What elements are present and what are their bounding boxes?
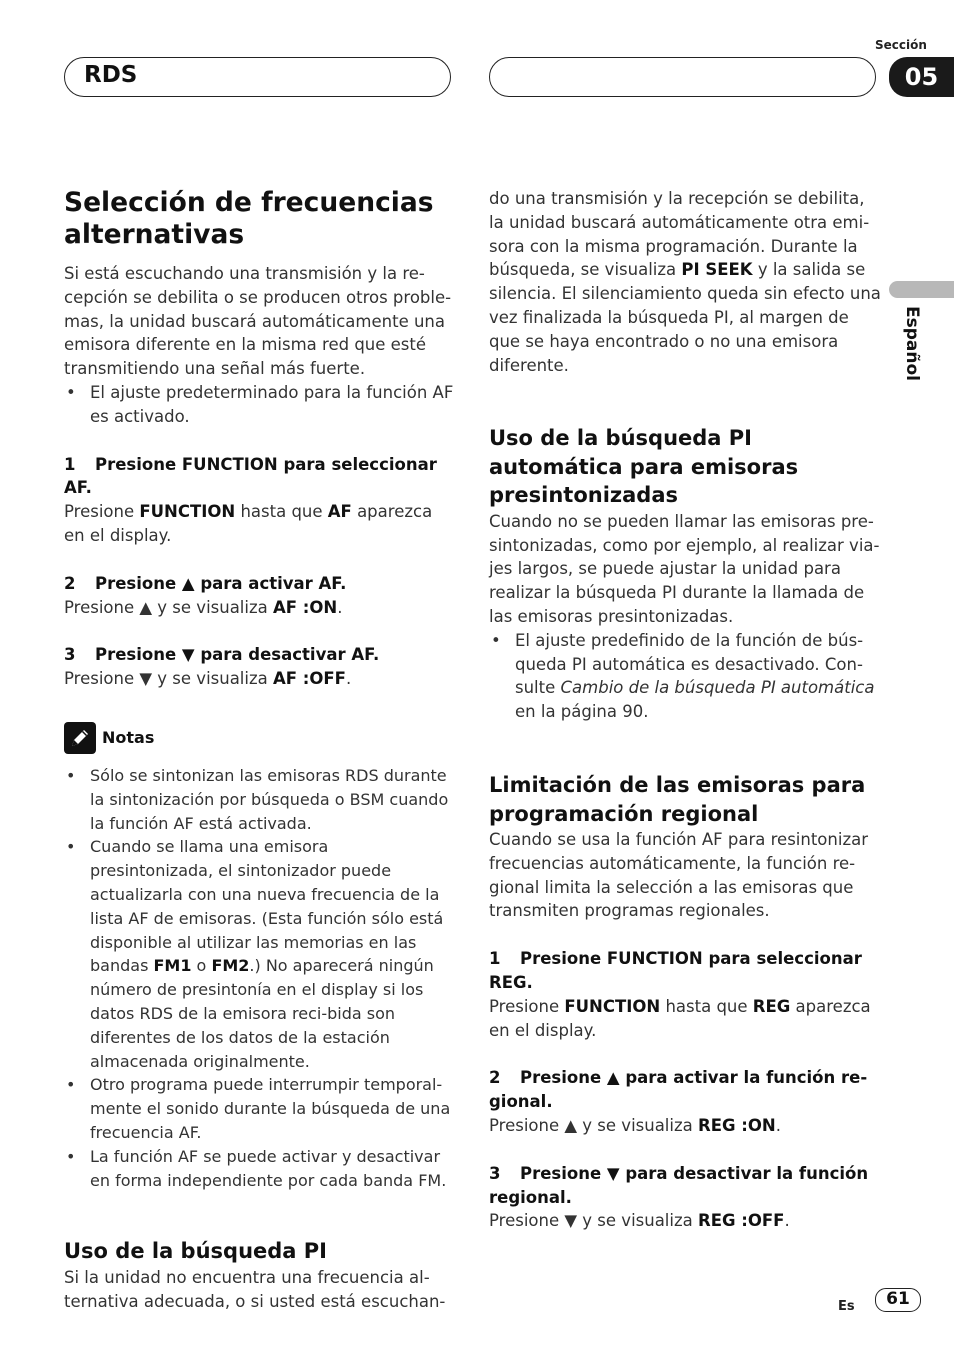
reg-step-3-title: 3 Presione ▼ para desactivar la función regional. [489,1163,869,1207]
af-step-2-title: 2 Presione ▲ para activar AF. [64,573,347,593]
pencil-note-icon [64,722,96,754]
reg-step-3-body: Presione ▼ y se visualiza REG :OFF. [489,1211,790,1231]
auto-pi-text: Cuando no se pueden llamar las emisoras pre-sintonizadas, como por ejemplo, al realizar via-jes largos, se puede ajustar la unidad para realizar la búsqueda PI durante la llamada de las emisoras presintonizadas. [489,511,880,627]
section-number-badge: 05 [889,57,954,97]
note-2: • Cuando se llama una emisora presintonizada, el sintonizador puede actualizarla con una nueva frecuencia de la lista AF de emisoras. (Esta función sólo está disponible al utilizar las memorias en las bandas FM1 o FM2.) No aparecerá ningún número de presintonía en el display si los datos RDS de la emisora reci-bida son diferentes de los datos de la estación almacenada originalmente. [66,837,444,1071]
footer-language: Es [838,1299,855,1314]
af-intro: Si está escuchando una transmisión y la re-cepción se debilita o se producen otros proble-mas, la unidad buscará automáticamente una emisora diferente en la misma red que esté transmitiendo una señal más fuerte. [64,264,452,379]
af-step-1-title: 1 Presione FUNCTION para seleccionar AF. [64,454,437,498]
reg-step-1-body: Presione FUNCTION hasta que REG aparezca en el display. [489,996,871,1040]
af-step-1-body: Presione FUNCTION hasta que AF aparezca en el display. [64,502,433,545]
right-column [489,187,881,1233]
notes-title: Notas [102,728,155,748]
language-side-tab [889,281,954,298]
note-3: • Otro programa puede interrumpir temporal-mente el sonido durante la búsqueda de una frecuencia AF. [66,1075,451,1142]
section-label: Sección [875,38,927,52]
note-1: • Sólo se sintonizan las emisoras RDS durante la sintonización por búsqueda o BSM cuando la función AF está activada. [66,765,449,833]
note-4: • La función AF se puede activar y desactivar en forma independiente por cada banda FM. [66,1146,447,1190]
af-step-3-body: Presione ▼ y se visualiza AF :OFF. [64,669,352,689]
heading-regional: Limitación de las emisoras para programación regional [489,773,866,826]
af-default-bullet: • El ajuste predeterminado para la función AF es activado. [66,382,454,426]
reg-step-1-title: 1 Presione FUNCTION para seleccionar REG. [489,949,862,993]
heading-pi: Uso de la búsqueda PI [64,1239,327,1264]
reg-step-2-title: 2 Presione ▲ para activar la función re-gional. [489,1068,868,1112]
af-step-2-body: Presione ▲ y se visualiza AF :ON. [64,597,343,617]
heading-af: Selección de frecuencias alternativas [64,187,434,250]
section-title: RDS [84,62,138,88]
notes-header [64,722,456,754]
af-step-3-title: 3 Presione ▼ para desactivar AF. [64,645,380,665]
reg-step-2-body: Presione ▲ y se visualiza REG :ON. [489,1116,781,1136]
regional-text: Cuando se usa la función AF para resintonizar frecuencias automáticamente, la función re-gional limita la selección a las emisoras que transmiten programas regionales. [489,830,869,921]
header-blank-pill [489,57,876,97]
heading-auto-pi: Uso de la búsqueda PI automática para emisoras presintonizadas [489,426,799,508]
page-number: 61 [875,1288,921,1312]
language-vertical-label: Español [902,306,922,381]
pi-continued: do una transmisión y la recepción se debilita, la unidad buscará automáticamente otra emi-sora con la misma programación. Durante la búsqueda, se visualiza PI SEEK y la salida se silencia. El silenciamiento queda sin efecto una vez finalizada la búsqueda PI, al margen de que se haya encontrado o no una emisora diferente. [489,189,881,375]
auto-pi-bullet: • El ajuste predefinido de la función de bús-queda PI automática es desactivado. Con-sulte Cambio de la búsqueda PI automática en la página 90. [491,630,875,722]
left-column [64,187,456,1313]
pi-text: Si la unidad no encuentra una frecuencia al-ternativa adecuada, o si usted está escuchan- [64,1267,446,1311]
